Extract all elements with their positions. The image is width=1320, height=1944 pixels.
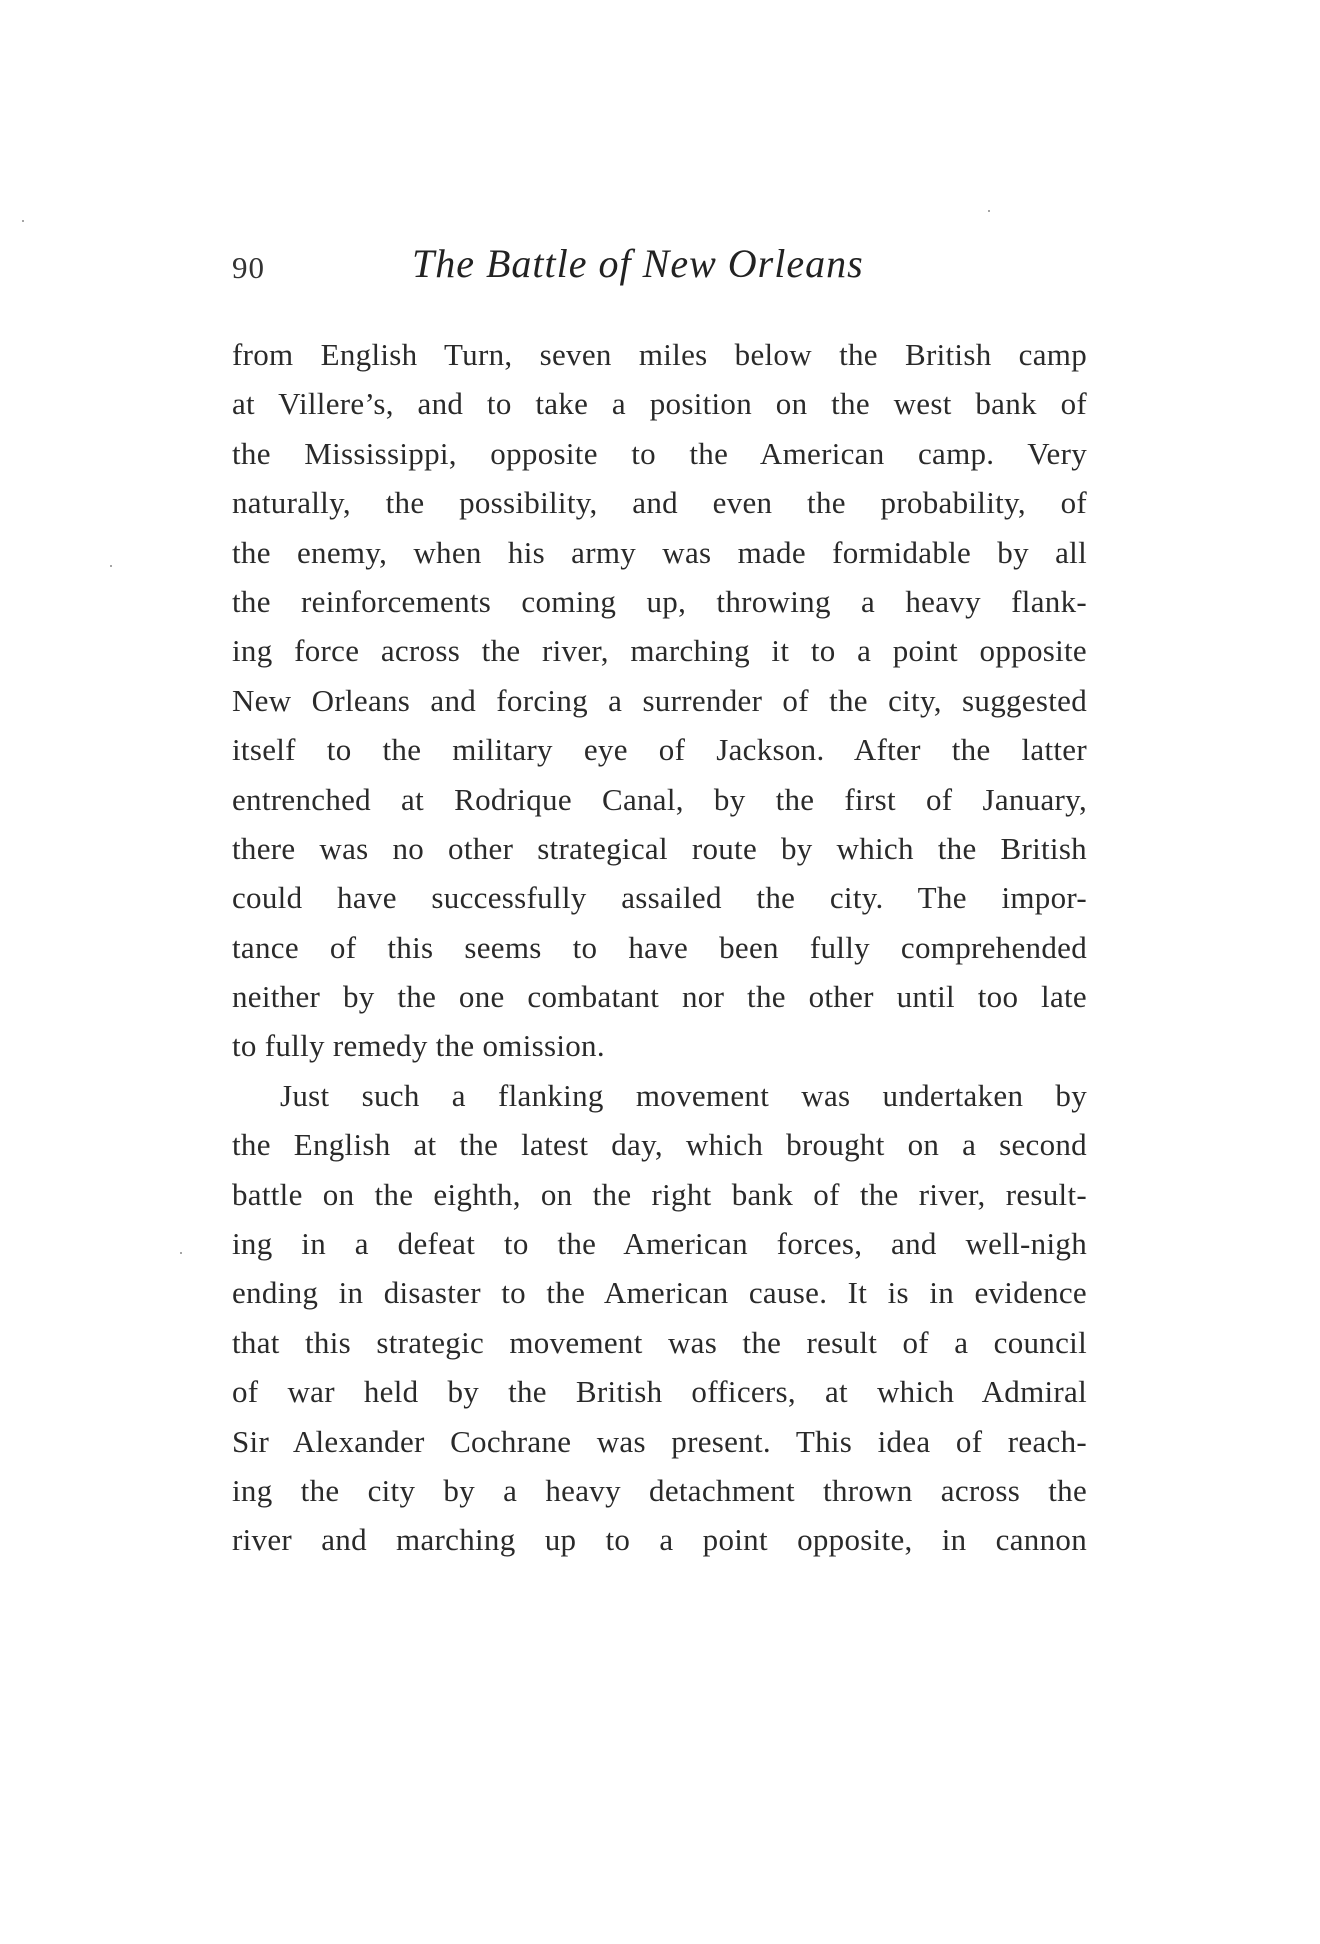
text-line: river and marching up to a point opposite, in cannon [232,1522,1087,1558]
text-line: ending in disaster to the American cause. It is in evidence [232,1275,1087,1311]
text-line: at Villere’s, and to take a position on the west bank of [232,386,1087,422]
text-line: there was no other strategical route by which the British [232,830,1087,866]
text-line: the enemy, when his army was made formidable by all [232,534,1087,570]
paragraph [232,330,1087,1071]
text-line: Just such a flanking movement was undertaken by [280,1077,1087,1113]
body-text [232,330,1087,1565]
text-line: to fully remedy the omission. [232,1028,605,1064]
scan-speck [988,210,990,212]
text-line: ing in a defeat to the American forces, and well-nigh [232,1226,1087,1262]
text-line: could have successfully assailed the city. The impor- [232,880,1087,916]
scan-speck [22,220,24,222]
text-line: the reinforcements coming up, throwing a heavy flank- [232,583,1087,619]
text-line: neither by the one combatant nor the other until too late [232,979,1087,1015]
page-number: 90 [232,250,265,285]
text-line: of war held by the British officers, at which Admiral [232,1374,1087,1410]
text-line: New Orleans and forcing a surrender of the city, suggested [232,682,1087,718]
text-line: the Mississippi, opposite to the American camp. Very [232,435,1087,471]
text-line: ing the city by a heavy detachment thrown across the [232,1472,1087,1508]
paragraph [232,1071,1087,1565]
running-head [232,240,1112,300]
text-line: the English at the latest day, which brought on a second [232,1127,1087,1163]
text-line: Sir Alexander Cochrane was present. This idea of reach- [232,1423,1087,1459]
text-line: ing force across the river, marching it to a point opposite [232,633,1087,669]
text-line: from English Turn, seven miles below the British camp [232,337,1087,372]
text-line: that this strategic movement was the result of a council [232,1324,1087,1360]
text-line: naturally, the possibility, and even the probability, of [232,485,1087,521]
text-line: entrenched at Rodrique Canal, by the first of January, [232,781,1087,817]
running-title: The Battle of New Orleans [412,241,864,286]
text-line: itself to the military eye of Jackson. After the latter [232,732,1087,768]
scan-speck [110,565,112,567]
text-line: battle on the eighth, on the right bank of the river, result- [232,1176,1087,1212]
text-line: tance of this seems to have been fully comprehended [232,929,1087,965]
scan-speck [180,1252,182,1254]
